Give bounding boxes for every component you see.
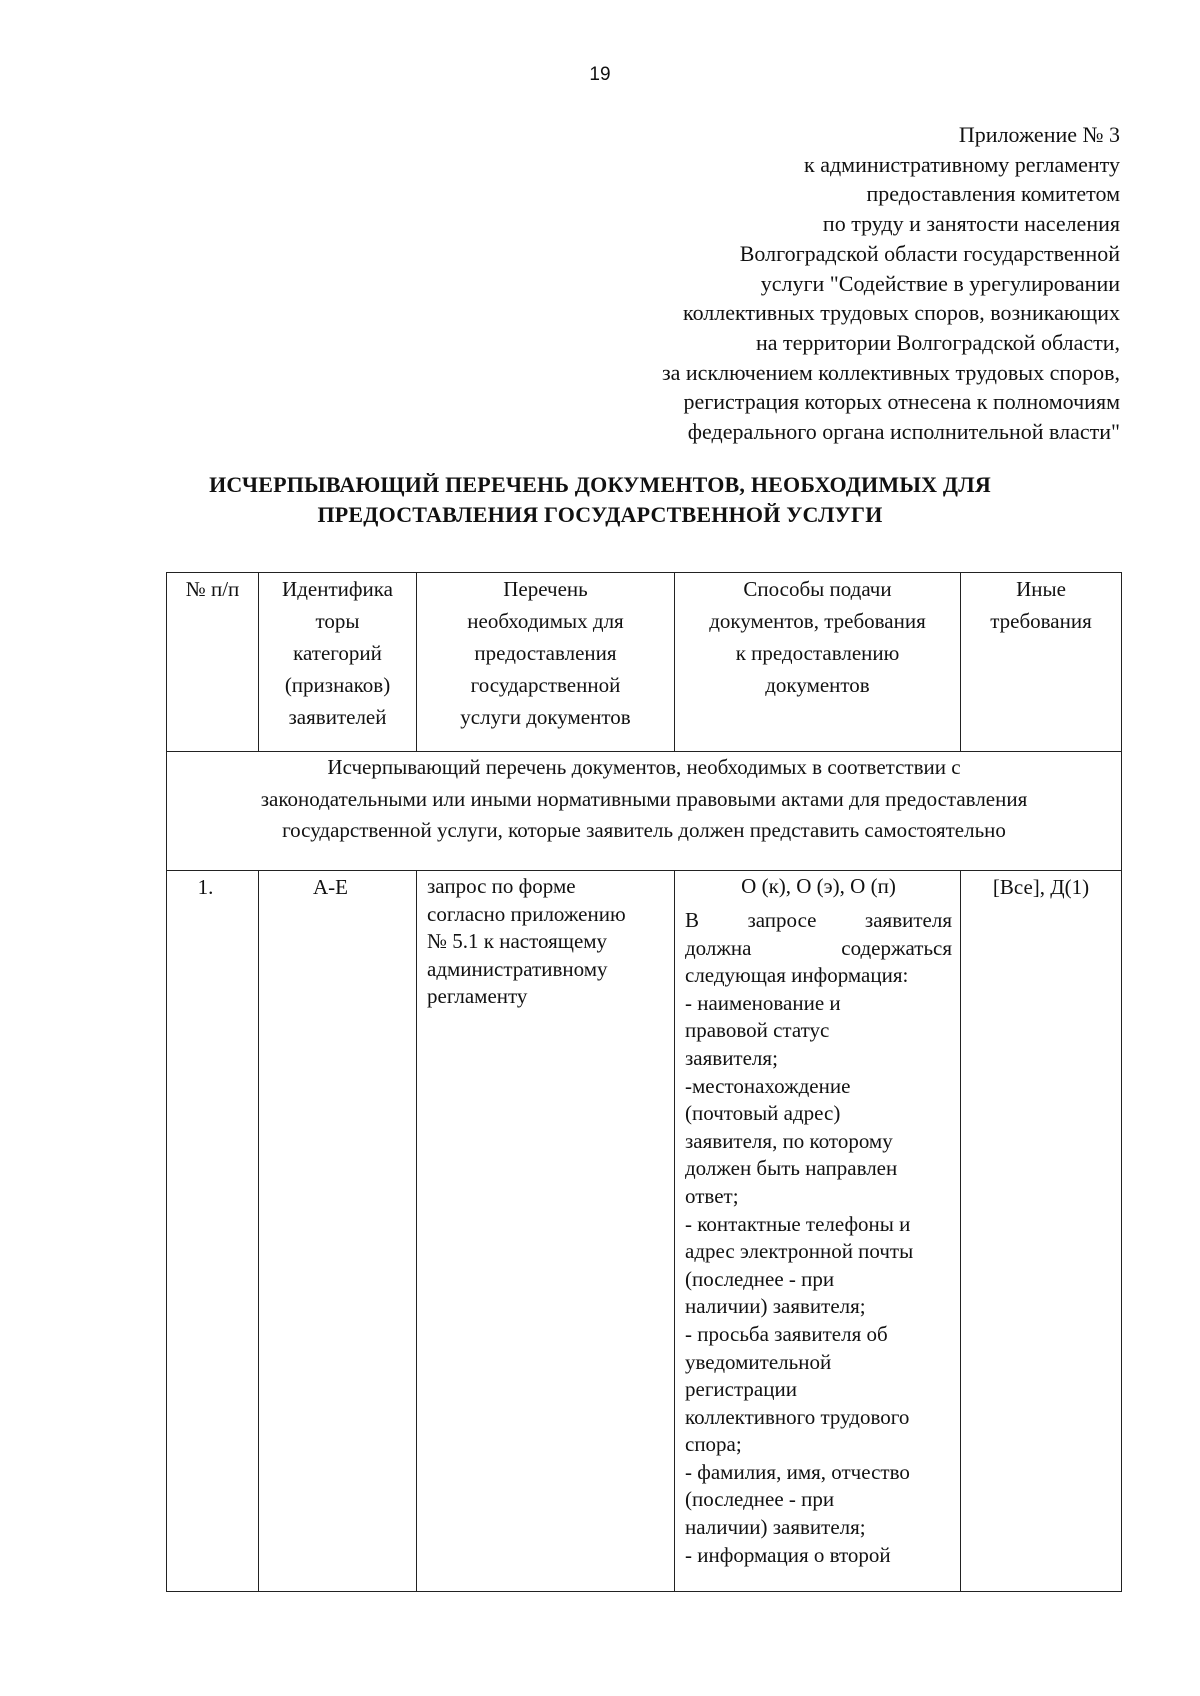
- cell-text: уведомительной: [685, 1349, 832, 1374]
- header-cell-identifiers: [259, 573, 417, 752]
- appendix-line: коллективных трудовых споров, возникающих: [683, 300, 1120, 326]
- cell-other-requirements: [Все], Д(1): [961, 871, 1122, 1592]
- cell-text: № 5.1 к настоящему: [427, 929, 608, 953]
- cell-text: согласно приложению: [427, 901, 626, 926]
- header-text: Идентифика: [282, 577, 393, 601]
- table-header-row: [167, 573, 1122, 752]
- section-heading-line: Исчерпывающий перечень документов, необходимых в соответствии с: [327, 755, 961, 779]
- header-text: Иные: [1016, 577, 1066, 601]
- cell-text: запрос по форме: [427, 874, 576, 898]
- appendix-line: услуги "Содействие в урегулировании: [760, 270, 1120, 296]
- cell-text: (последнее - при: [685, 1487, 835, 1512]
- header-text: требования: [990, 609, 1092, 633]
- header-text: необходимых для: [467, 609, 624, 633]
- appendix-header: [500, 120, 1120, 447]
- header-cell-number: [167, 573, 259, 752]
- table-section-row: [167, 752, 1122, 871]
- header-text: № п/п: [185, 577, 240, 601]
- documents-table: [166, 572, 1122, 1592]
- header-text: категорий: [293, 641, 382, 665]
- header-text: документов: [765, 673, 870, 697]
- appendix-line: на территории Волгоградской области,: [755, 329, 1120, 355]
- document-title: [140, 470, 1060, 530]
- table-row: [167, 871, 1122, 1592]
- appendix-line: по труду и занятости населения: [822, 211, 1120, 237]
- document-title-line: ИСЧЕРПЫВАЮЩИЙ ПЕРЕЧЕНЬ ДОКУМЕНТОВ, НЕОБХОДИМЫХ ДЛЯ: [209, 472, 991, 497]
- cell-text: должен быть направлен: [685, 1156, 898, 1181]
- appendix-line: предоставления комитетом: [866, 181, 1120, 207]
- header-text: документов, требования: [709, 609, 926, 633]
- header-text: к предоставлению: [735, 641, 900, 665]
- cell-text: - наименование и: [685, 990, 841, 1015]
- appendix-line: регистрация которых отнесена к полномочиям: [683, 389, 1120, 415]
- header-text: Способы подачи: [743, 577, 892, 601]
- cell-text: правовой статус: [685, 1018, 830, 1043]
- cell-text: коллективного трудового: [685, 1404, 910, 1429]
- header-cell-submission-methods: [675, 573, 961, 752]
- header-cell-documents: [417, 573, 675, 752]
- cell-text: наличии) заявителя;: [685, 1294, 866, 1319]
- cell-text: - просьба заявителя об: [685, 1321, 888, 1346]
- cell-text: должна содержаться: [685, 935, 952, 960]
- cell-text: заявителя, по которому: [685, 1128, 893, 1153]
- cell-text: - контактные телефоны и: [685, 1211, 911, 1236]
- submission-codes: О (к), О (э), О (п): [741, 874, 896, 898]
- cell-text: ответ;: [685, 1183, 739, 1208]
- header-text: услуги документов: [460, 705, 631, 729]
- header-text: заявителей: [288, 705, 387, 729]
- cell-submission-methods: [675, 871, 961, 1592]
- header-text: Перечень: [503, 577, 588, 601]
- cell-text: спора;: [685, 1432, 742, 1457]
- section-heading-cell: [167, 752, 1122, 871]
- header-text: государственной: [470, 673, 621, 697]
- appendix-line: Приложение № 3: [958, 122, 1120, 147]
- cell-text: административному: [427, 956, 608, 981]
- appendix-line: к административному регламенту: [804, 151, 1120, 177]
- cell-text: (последнее - при: [685, 1266, 835, 1291]
- header-text: торы: [315, 609, 360, 633]
- cell-text: - информация о второй: [685, 1542, 891, 1567]
- appendix-line: за исключением коллективных трудовых споров,: [661, 359, 1120, 385]
- cell-text: наличии) заявителя;: [685, 1515, 866, 1540]
- cell-text: следующая информация:: [685, 963, 909, 988]
- section-heading-line: законодательными или иными нормативными правовыми актами для предоставления: [260, 786, 1028, 811]
- cell-text: (почтовый адрес): [685, 1101, 841, 1126]
- header-text: предоставления: [474, 641, 617, 665]
- header-text: (признаков): [284, 673, 391, 697]
- page-number: 19: [589, 64, 611, 85]
- cell-number: 1.: [167, 871, 259, 1592]
- cell-identifiers: А-Е: [259, 871, 417, 1592]
- header-cell-other-requirements: [961, 573, 1122, 752]
- cell-documents: [417, 871, 675, 1592]
- cell-text: - фамилия, имя, отчество: [685, 1459, 910, 1484]
- cell-text: заявителя;: [685, 1045, 778, 1070]
- cell-text: регламенту: [427, 984, 528, 1008]
- appendix-line: Волгоградской области государственной: [739, 240, 1120, 266]
- section-heading-line: государственной услуги, которые заявитель должен представить самостоятельно: [282, 818, 1006, 842]
- document-title-line: ПРЕДОСТАВЛЕНИЯ ГОСУДАРСТВЕННОЙ УСЛУГИ: [317, 502, 883, 527]
- cell-text: регистрации: [685, 1377, 797, 1402]
- cell-text: -местонахождение: [685, 1073, 851, 1098]
- appendix-line: федерального органа исполнительной власти": [687, 419, 1120, 445]
- cell-text: В запросе заявителя: [685, 908, 952, 932]
- cell-text: адрес электронной почты: [685, 1239, 914, 1264]
